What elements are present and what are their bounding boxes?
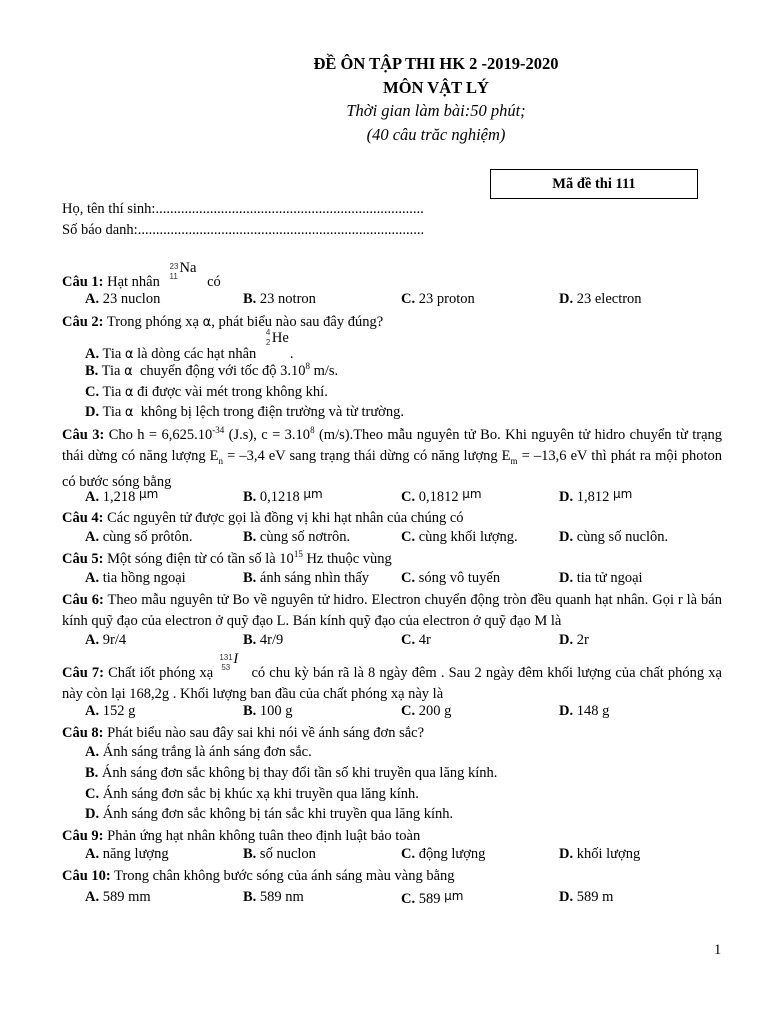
- question-1: [62, 260, 722, 293]
- question-text: , phát biểu nào sau đây đúng?: [211, 314, 384, 330]
- answer-a: A. tia hồng ngoại: [85, 570, 186, 586]
- answer-d: D. cùng số nuclôn.: [559, 529, 669, 545]
- nuclide-i-131: 131 53 I: [219, 651, 239, 672]
- answer-a: A. năng lượng: [85, 846, 169, 862]
- answer-d: D. 2r: [559, 632, 589, 648]
- question-text: Hạt nhân: [107, 274, 160, 290]
- answer-c: C. 589 $^{\mu m}$: [401, 889, 464, 907]
- question-count: (40 câu trăc nghiệm): [366, 125, 506, 144]
- answer-b: B. 23 notron: [243, 291, 316, 307]
- nuclide-he-4: 4 2 He: [265, 328, 289, 347]
- answer-d: D. khối lượng: [559, 846, 641, 862]
- answers-q7: [0, 703, 768, 724]
- answer-b: B. 4r/9: [243, 632, 284, 648]
- answers-q4: [0, 529, 768, 550]
- answers-q6: [0, 632, 768, 653]
- time-limit: Thời gian làm bài:50 phút;: [346, 101, 526, 120]
- answer-b: B. 100 g: [243, 703, 293, 719]
- answer-d: D. 148 g: [559, 703, 610, 719]
- answer-b: B. ánh sáng nhìn thấy: [243, 570, 370, 586]
- answer-c: C. 200 g: [401, 703, 452, 719]
- question-5: Câu 5: Một sóng điện từ có tần số là $10^{15}$ Hz thuộc vùng: [62, 549, 392, 567]
- answer-a: A. 23 nuclon: [85, 291, 161, 307]
- question-3: Câu 3: Cho $h = 6,625.10^{-34}$ (J.s), $c = 3.10^8$ (m/s).Theo mẫu nguyên tử Bo. Khi nguyên tử hidro chuyển từ trạng thái dừng có năng lượng $E_n = -3,4$ eV sang trạng thái dừng có năng lượng $E_m = -13,6$ eV thì phát ra mội photon có bước sóng bằng: [62, 425, 723, 490]
- answer-c: C. Tia α đi được vài mét trong không khí.: [85, 384, 328, 400]
- answer-c: C. 4r: [401, 632, 431, 648]
- answer-b: B. số nuclon: [243, 846, 316, 862]
- question-9: Câu 9: Phản ứng hạt nhân không tuân theo định luật bảo toàn: [62, 828, 421, 844]
- answer-b: B. 0,1218 $^{\mu m}$: [243, 487, 323, 505]
- answer-a: A. 1,218 $^{\mu m}$: [85, 487, 159, 505]
- answer-c: C. sóng vô tuyến: [401, 570, 501, 586]
- answer-a: A. cùng số prôtôn.: [85, 529, 193, 545]
- page-number: 1: [714, 942, 722, 958]
- alpha-symbol: α: [202, 315, 212, 330]
- answer-a: A. 152 g: [85, 703, 136, 719]
- subject-title: MÔN VẬT LÝ: [383, 78, 489, 97]
- answers-q5: [0, 570, 768, 591]
- answer-d: D. Ánh sáng đơn sắc không bị tán sắc khi truyền qua lăng kính.: [85, 806, 454, 822]
- answer-c: C. động lượng: [401, 846, 486, 862]
- question-4: Câu 4: Các nguyên tử được gọi là đồng vị khi hạt nhân của chúng có: [62, 510, 464, 526]
- question-10: Câu 10: Trong chân không bước sóng của ánh sáng màu vàng bằng: [62, 868, 455, 884]
- answers-q3: [0, 487, 768, 508]
- question-6: Câu 6: Theo mẫu nguyên tử Bo về nguyên tử hidro. Electron chuyển động tròn đều quanh hạt nhân. Gọi r là bán kính quỹ đạo của electron ở quỹ đạo L. Bán kính quỹ đạo của electron ở quỹ đạo M là: [62, 592, 722, 629]
- answer-c: C. 23 proton: [401, 291, 475, 307]
- answers-q9: [0, 846, 768, 867]
- answer-b: B. 589 nm: [243, 889, 304, 905]
- answer-a: A. Ánh sáng trắng là ánh sáng đơn sắc.: [85, 744, 312, 760]
- answer-c: C. 0,1812 $^{\mu m}$: [401, 487, 482, 505]
- answer-a: A. 589 mm: [85, 889, 151, 905]
- exam-title: ĐỀ ÔN TẬP THI HK 2 -2019-2020: [313, 54, 559, 73]
- answer-c: C. Ánh sáng đơn sắc bị khúc xạ khi truyền qua lăng kính.: [85, 786, 419, 802]
- nuclide-na-23: 23 11 Na: [169, 260, 197, 281]
- question-text: Trong phóng xạ: [106, 314, 199, 330]
- question-2: [62, 312, 722, 333]
- answer-b: B. Tia α chuyển động với tốc độ 3.10$^8$ m/s.: [85, 361, 339, 379]
- question-7: Câu 7: Chất iốt phóng xạ 131 53 I có chu kỳ bán rã là 8 ngày đêm . Sau 2 ngày đêm khối lượng của chất phóng xạ này còn lại 168,2g . Khối lượng ban đầu của chất phóng xạ này là: [62, 651, 722, 702]
- exam-code-box: Mã đề thi 111: [490, 169, 698, 199]
- answer-d: D. 23 electron: [559, 291, 642, 307]
- answers-q10: [0, 889, 768, 910]
- answer-d: D. Tia α không bị lệch trong điện trường và từ trường.: [85, 404, 404, 420]
- question-label: Câu 2:: [62, 314, 104, 330]
- student-id-line: Số báo danh:...............................................................................: [62, 222, 425, 238]
- question-text: có: [207, 274, 221, 290]
- answer-a: A. Tia α là dòng các hạt nhân 4 2 He .: [85, 328, 294, 362]
- answers-q1: [0, 291, 768, 312]
- question-8: Câu 8: Phát biểu nào sau đây sai khi nói về ánh sáng đơn sắc?: [62, 725, 425, 741]
- answer-d: D. tia tử ngoại: [559, 570, 643, 586]
- answer-c: C. cùng khối lượng.: [401, 529, 518, 545]
- question-label: Câu 1:: [62, 274, 104, 290]
- student-name-line: Họ, tên thí sinh:..........................................................................: [62, 201, 424, 217]
- answer-b: B. cùng số nơtrôn.: [243, 529, 351, 545]
- answer-b: B. Ánh sáng đơn sắc không bị thay đổi tần số khi truyền qua lăng kính.: [85, 765, 498, 781]
- answer-d: D. 589 m: [559, 889, 614, 905]
- answer-a: A. 9r/4: [85, 632, 127, 648]
- answer-d: D. 1,812 $^{\mu m}$: [559, 487, 633, 505]
